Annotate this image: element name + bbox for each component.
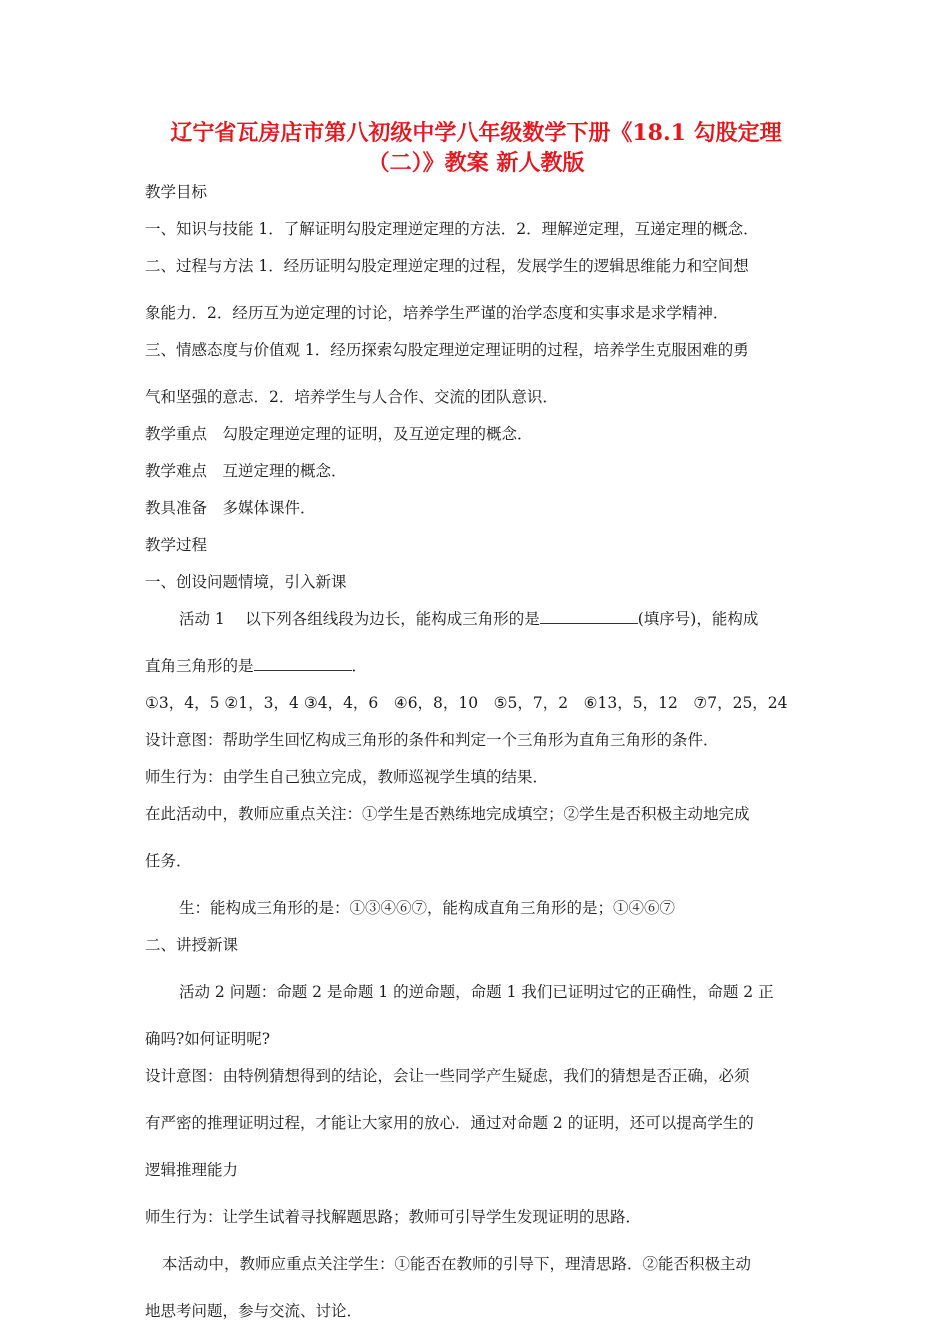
activity-1-text-a: 活动 1 以下列各组线段为边长，能构成三角形的是 (179, 610, 540, 628)
section-two-heading: 二、讲授新课 (145, 936, 239, 954)
design-intent-2a: 设计意图：由特例猜想得到的结论，会让一些同学产生疑虑，我们的猜想是否正确，必须 (145, 1067, 750, 1085)
document-title (145, 118, 807, 178)
section-one-heading: 一、创设问题情境，引入新课 (145, 573, 347, 591)
goal-knowledge: 一、知识与技能 1．了解证明勾股定理逆定理的方法．2．理解逆定理，互递定理的概念． (145, 220, 759, 238)
design-intent-1: 设计意图：帮助学生回忆构成三角形的条件和判定一个三角形为直角三角形的条件． (145, 731, 719, 749)
design-intent-2c: 逻辑推理能力 (145, 1161, 239, 1179)
goal-process-2: 象能力．2．经历互为逆定理的讨论，培养学生严谨的治学态度和实事求是求学精神． (145, 304, 729, 322)
goal-emotion-1: 三、情感态度与价值观 1．经历探索勾股定理逆定理证明的过程，培养学生克服困难的勇 (145, 341, 749, 359)
title-line-2: （二）》教案 新人教版 (367, 150, 585, 176)
teacher-student-action-2: 师生行为：让学生试着寻找解题思路；教师可引导学生发现证明的思路． (145, 1208, 642, 1226)
activity-1-text-d: ． (351, 657, 368, 675)
teaching-difficulty: 教学难点 互逆定理的概念． (145, 462, 347, 480)
fill-blank-1 (540, 609, 638, 624)
goal-process-1: 二、过程与方法 1．经历证明勾股定理逆定理的过程，发展学生的逻辑思维能力和空间想 (145, 257, 749, 275)
document-page (145, 118, 807, 1321)
activity-1-text-c: 直角三角形的是 (145, 657, 254, 675)
student-answer: 生：能构成三角形的是：①③④⑥⑦，能构成直角三角形的是；①④⑥⑦ (179, 899, 676, 917)
activity-2-line-1: 活动 2 问题：命题 2 是命题 1 的逆命题，命题 1 我们已证明过它的正确性，命题 2 正 (179, 983, 774, 1001)
segment-options: ①3，4，5 ②1，3，4 ③4，4，6 ④6，8，10 ⑤5，7，2 ⑥13，5，12 ⑦7，25，24 (145, 694, 788, 712)
teacher-focus-2b: 地思考问题，参与交流、讨论． (145, 1302, 363, 1320)
activity-1-text-b: (填序号)，能构成 (637, 610, 759, 628)
teacher-focus-2a: 本活动中，教师应重点关注学生：①能否在教师的引导下，理清思路．②能否积极主动 (162, 1255, 752, 1273)
fill-blank-2 (254, 656, 352, 671)
activity-2-line-2: 确吗?如何证明呢? (145, 1030, 271, 1048)
title-line-1: 辽宁省瓦房店市第八初级中学八年级数学下册《18.1 勾股定理 (170, 120, 782, 146)
activity-1-line-2 (145, 656, 807, 676)
teacher-focus-1a: 在此活动中，教师应重点关注：①学生是否熟练地完成填空；②学生是否积极主动地完成 (145, 805, 750, 823)
goal-emotion-2: 气和坚强的意志．2．培养学生与人合作、交流的团队意识． (145, 388, 558, 406)
heading-teaching-goals: 教学目标 (145, 183, 208, 201)
heading-teaching-process: 教学过程 (145, 536, 208, 554)
teacher-student-action-1: 师生行为：由学生自己独立完成，教师巡视学生填的结果． (145, 768, 549, 786)
teacher-focus-1b: 任务． (145, 852, 192, 870)
design-intent-2b: 有严密的推理证明过程，才能让大家用的放心．通过对命题 2 的证明，还可以提高学生的 (145, 1114, 754, 1132)
teaching-key-point: 教学重点 勾股定理逆定理的证明，及互逆定理的概念． (145, 425, 533, 443)
teaching-tools: 教具准备 多媒体课件． (145, 499, 316, 517)
activity-1-line (145, 609, 807, 629)
